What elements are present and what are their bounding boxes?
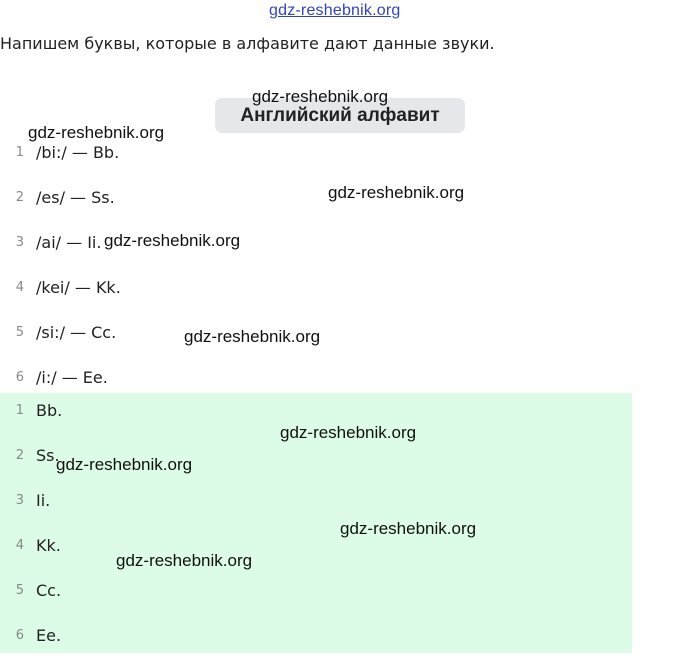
section-badge: Английский алфавит	[215, 98, 465, 133]
watermark-text: gdz-reshebnik.org	[340, 519, 477, 538]
item-text: /es/ — Ss.	[36, 188, 115, 207]
task-list	[0, 131, 632, 401]
watermark-text: gdz-reshebnik.org	[328, 183, 465, 202]
item-number: 3	[15, 235, 24, 250]
item-text: Bb.	[36, 401, 63, 420]
item-number: 2	[15, 448, 24, 463]
intro-text: Напишем буквы, которые в алфавите дают данные звуки.	[0, 34, 495, 53]
top-watermark-link[interactable]: gdz-reshebnik.org	[269, 2, 401, 19]
item-number: 3	[15, 493, 24, 508]
list-item	[0, 266, 632, 311]
item-number: 1	[15, 403, 24, 418]
list-item	[0, 618, 632, 663]
item-text: Cc.	[36, 581, 62, 600]
item-text: /kei/ — Kk.	[36, 278, 121, 297]
item-number: 4	[15, 538, 24, 553]
item-number: 5	[15, 583, 24, 598]
watermark-text: gdz-reshebnik.org	[116, 551, 253, 570]
watermark-text: gdz-reshebnik.org	[280, 423, 417, 442]
item-text: /si:/ — Cc.	[36, 323, 117, 342]
watermark-text: gdz-reshebnik.org	[252, 87, 389, 106]
item-number: 2	[15, 190, 24, 205]
item-number: 1	[15, 145, 24, 160]
list-item	[0, 221, 632, 266]
item-text: Ss.	[36, 446, 60, 465]
item-number: 6	[15, 628, 24, 643]
item-number: 5	[15, 325, 24, 340]
watermark-text: gdz-reshebnik.org	[104, 231, 241, 250]
watermark-text: gdz-reshebnik.org	[184, 327, 321, 346]
item-text: Kk.	[36, 536, 61, 555]
watermark-text: gdz-reshebnik.org	[56, 455, 193, 474]
list-item	[0, 483, 632, 528]
item-text: /bi:/ — Bb.	[36, 143, 120, 162]
item-text: /i:/ — Ee.	[36, 368, 108, 387]
item-text: Ee.	[36, 626, 62, 645]
watermark-text: gdz-reshebnik.org	[28, 123, 165, 142]
item-text: Ii.	[36, 491, 51, 510]
item-number: 6	[15, 370, 24, 385]
item-text: /ai/ — Ii.	[36, 233, 102, 252]
item-number: 4	[15, 280, 24, 295]
list-item	[0, 528, 632, 573]
list-item	[0, 176, 632, 221]
list-item	[0, 573, 632, 618]
